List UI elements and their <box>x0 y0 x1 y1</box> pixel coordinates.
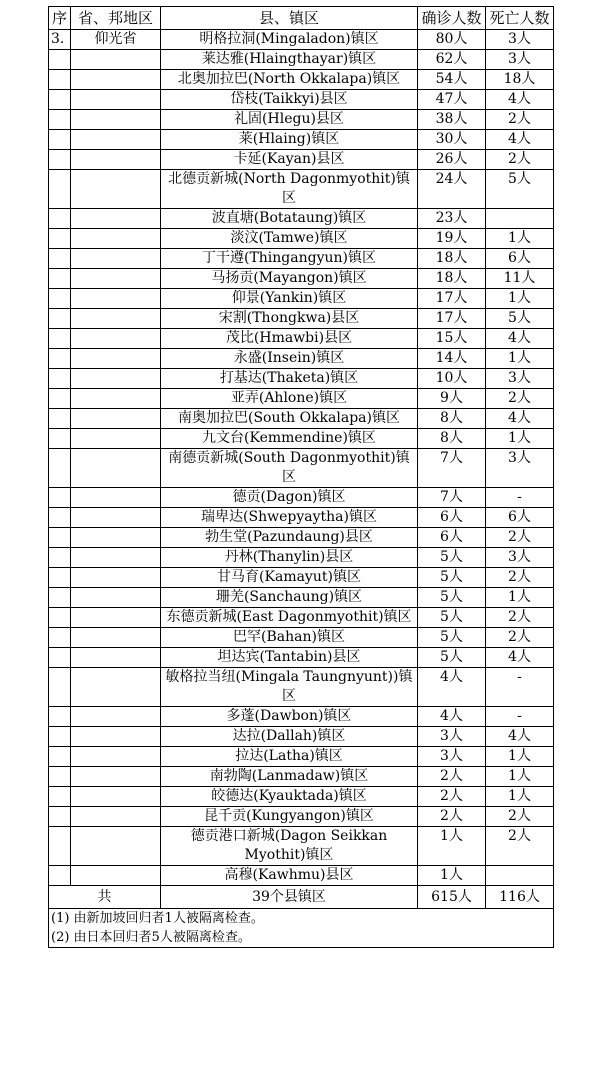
row-confirmed: 1人 <box>418 866 486 886</box>
row-province <box>71 807 161 827</box>
row-township: 茂比(Hmawbi)县区 <box>161 329 418 349</box>
row-deaths: 11人 <box>486 269 554 289</box>
covid-table-container <box>48 6 553 948</box>
row-province <box>71 528 161 548</box>
row-township: 多蓬(Dawbon)镇区 <box>161 707 418 727</box>
row-deaths: 3人 <box>486 30 554 50</box>
row-seq <box>49 269 71 289</box>
row-deaths: 2人 <box>486 608 554 628</box>
row-confirmed: 18人 <box>418 249 486 269</box>
total-confirmed: 615人 <box>418 886 486 909</box>
row-deaths: 3人 <box>486 50 554 70</box>
row-seq <box>49 628 71 648</box>
table-row <box>49 568 554 588</box>
row-seq <box>49 289 71 309</box>
row-seq <box>49 608 71 628</box>
row-seq: 3. <box>49 30 71 50</box>
row-province <box>71 488 161 508</box>
row-seq <box>49 568 71 588</box>
row-province <box>71 229 161 249</box>
row-township: 高穆(Kawhmu)县区 <box>161 866 418 886</box>
row-confirmed: 26人 <box>418 150 486 170</box>
row-township: 礼固(Hlegu)县区 <box>161 110 418 130</box>
row-township: 敏格拉当纽(Mingala Taungnyunt))镇区 <box>161 668 418 707</box>
row-deaths: 2人 <box>486 389 554 409</box>
row-township: 珊羌(Sanchaung)镇区 <box>161 588 418 608</box>
row-seq <box>49 787 71 807</box>
row-confirmed: 7人 <box>418 488 486 508</box>
row-province <box>71 50 161 70</box>
row-province <box>71 349 161 369</box>
row-province <box>71 289 161 309</box>
row-seq <box>49 588 71 608</box>
row-deaths: 3人 <box>486 449 554 488</box>
row-deaths: - <box>486 488 554 508</box>
total-deaths: 116人 <box>486 886 554 909</box>
row-township: 瑞卑达(Shwepyaytha)镇区 <box>161 508 418 528</box>
row-province <box>71 727 161 747</box>
total-townships: 39个县镇区 <box>161 886 418 909</box>
row-seq <box>49 548 71 568</box>
row-province <box>71 568 161 588</box>
row-township: 打基达(Thaketa)镇区 <box>161 369 418 389</box>
row-township: 南勃陶(Lanmadaw)镇区 <box>161 767 418 787</box>
table-row <box>49 528 554 548</box>
row-province <box>71 707 161 727</box>
table-row <box>49 588 554 608</box>
row-seq <box>49 827 71 866</box>
row-deaths: 2人 <box>486 568 554 588</box>
table-row <box>49 727 554 747</box>
row-deaths: 2人 <box>486 827 554 866</box>
row-deaths <box>486 209 554 229</box>
header-province: 省、邦地区 <box>71 7 161 30</box>
row-seq <box>49 369 71 389</box>
row-province <box>71 329 161 349</box>
row-deaths: 5人 <box>486 309 554 329</box>
row-township: 昆千贡(Kungyangon)镇区 <box>161 807 418 827</box>
row-confirmed: 10人 <box>418 369 486 389</box>
row-deaths: 2人 <box>486 110 554 130</box>
table-row <box>49 429 554 449</box>
row-township: 仰景(Yankin)镇区 <box>161 289 418 309</box>
table-row <box>49 449 554 488</box>
row-deaths: 6人 <box>486 508 554 528</box>
row-township: 莱(Hlaing)镇区 <box>161 130 418 150</box>
table-row <box>49 827 554 866</box>
row-township: 德贡(Dagon)镇区 <box>161 488 418 508</box>
row-seq <box>49 50 71 70</box>
row-deaths: 4人 <box>486 329 554 349</box>
row-seq <box>49 508 71 528</box>
header-confirmed: 确诊人数 <box>418 7 486 30</box>
row-confirmed: 5人 <box>418 568 486 588</box>
row-seq <box>49 866 71 886</box>
row-confirmed: 8人 <box>418 409 486 429</box>
row-province <box>71 449 161 488</box>
table-body <box>49 30 554 948</box>
row-confirmed: 18人 <box>418 269 486 289</box>
row-township: 南奥加拉巴(South Okkalapa)镇区 <box>161 409 418 429</box>
row-province: 仰光省 <box>71 30 161 50</box>
row-seq <box>49 528 71 548</box>
table-row <box>49 488 554 508</box>
table-row <box>49 110 554 130</box>
row-deaths: 6人 <box>486 249 554 269</box>
row-confirmed: 62人 <box>418 50 486 70</box>
row-province <box>71 608 161 628</box>
row-seq <box>49 409 71 429</box>
row-township: 卡延(Kayan)县区 <box>161 150 418 170</box>
row-deaths: 18人 <box>486 70 554 90</box>
row-township: 勃生堂(Pazundaung)县区 <box>161 528 418 548</box>
row-seq <box>49 389 71 409</box>
table-row <box>49 130 554 150</box>
row-seq <box>49 747 71 767</box>
row-township: 淡汶(Tamwe)镇区 <box>161 229 418 249</box>
table-row <box>49 787 554 807</box>
row-province <box>71 130 161 150</box>
row-confirmed: 23人 <box>418 209 486 229</box>
row-township: 北奥加拉巴(North Okkalapa)镇区 <box>161 70 418 90</box>
row-seq <box>49 727 71 747</box>
row-deaths: 2人 <box>486 628 554 648</box>
row-township: 宋割(Thongkwa)县区 <box>161 309 418 329</box>
row-seq <box>49 488 71 508</box>
row-confirmed: 5人 <box>418 628 486 648</box>
row-township: 坦达宾(Tantabin)县区 <box>161 648 418 668</box>
table-row <box>49 150 554 170</box>
row-deaths: 1人 <box>486 349 554 369</box>
row-township: 丁干遵(Thingangyun)镇区 <box>161 249 418 269</box>
table-row <box>49 249 554 269</box>
row-seq <box>49 70 71 90</box>
row-deaths: 1人 <box>486 229 554 249</box>
table-row <box>49 30 554 50</box>
row-township: 北德贡新城(North Dagonmyothit)镇区 <box>161 170 418 209</box>
row-confirmed: 3人 <box>418 727 486 747</box>
row-township: 九文台(Kemmendine)镇区 <box>161 429 418 449</box>
row-confirmed: 80人 <box>418 30 486 50</box>
table-row <box>49 767 554 787</box>
row-confirmed: 19人 <box>418 229 486 249</box>
row-province <box>71 866 161 886</box>
row-confirmed: 5人 <box>418 588 486 608</box>
row-deaths: 1人 <box>486 747 554 767</box>
row-deaths: 1人 <box>486 588 554 608</box>
row-deaths: 5人 <box>486 170 554 209</box>
row-confirmed: 24人 <box>418 170 486 209</box>
row-township: 南德贡新城(South Dagonmyothit)镇区 <box>161 449 418 488</box>
row-seq <box>49 349 71 369</box>
row-deaths: 2人 <box>486 807 554 827</box>
row-province <box>71 249 161 269</box>
row-province <box>71 548 161 568</box>
row-township: 皎德达(Kyauktada)镇区 <box>161 787 418 807</box>
notes-row <box>49 909 554 948</box>
row-seq <box>49 707 71 727</box>
row-confirmed: 17人 <box>418 289 486 309</box>
township-cases-table <box>48 6 554 948</box>
table-row <box>49 170 554 209</box>
row-deaths: 4人 <box>486 409 554 429</box>
row-province <box>71 170 161 209</box>
table-row <box>49 289 554 309</box>
table-row <box>49 90 554 110</box>
table-row <box>49 70 554 90</box>
table-row <box>49 309 554 329</box>
row-seq <box>49 309 71 329</box>
row-province <box>71 309 161 329</box>
header-township: 县、镇区 <box>161 7 418 30</box>
table-row <box>49 50 554 70</box>
table-row <box>49 349 554 369</box>
row-confirmed: 6人 <box>418 528 486 548</box>
row-seq <box>49 209 71 229</box>
row-deaths: 2人 <box>486 528 554 548</box>
row-province <box>71 269 161 289</box>
table-row <box>49 209 554 229</box>
row-province <box>71 150 161 170</box>
total-row <box>49 886 554 909</box>
table-row <box>49 648 554 668</box>
row-seq <box>49 90 71 110</box>
row-seq <box>49 229 71 249</box>
row-township: 德贡港口新城(Dagon Seikkan Myothit)镇区 <box>161 827 418 866</box>
row-confirmed: 17人 <box>418 309 486 329</box>
row-deaths: 4人 <box>486 727 554 747</box>
row-township: 甘马育(Kamayut)镇区 <box>161 568 418 588</box>
table-row <box>49 409 554 429</box>
row-seq <box>49 249 71 269</box>
row-province <box>71 70 161 90</box>
table-header-row <box>49 7 554 30</box>
row-seq <box>49 668 71 707</box>
row-province <box>71 508 161 528</box>
row-seq <box>49 170 71 209</box>
row-confirmed: 38人 <box>418 110 486 130</box>
table-row <box>49 329 554 349</box>
table-row <box>49 608 554 628</box>
row-province <box>71 648 161 668</box>
table-row <box>49 369 554 389</box>
row-township: 明格拉洞(Mingaladon)镇区 <box>161 30 418 50</box>
row-deaths: 1人 <box>486 787 554 807</box>
header-seq: 序 <box>49 7 71 30</box>
row-deaths: - <box>486 707 554 727</box>
row-seq <box>49 767 71 787</box>
row-confirmed: 8人 <box>418 429 486 449</box>
row-province <box>71 90 161 110</box>
total-label: 共 <box>49 886 161 909</box>
row-confirmed: 7人 <box>418 449 486 488</box>
row-confirmed: 5人 <box>418 648 486 668</box>
row-seq <box>49 807 71 827</box>
row-confirmed: 9人 <box>418 389 486 409</box>
row-province <box>71 767 161 787</box>
table-row <box>49 269 554 289</box>
table-row <box>49 508 554 528</box>
row-province <box>71 389 161 409</box>
row-deaths: 1人 <box>486 767 554 787</box>
row-township: 马扬贡(Mayangon)镇区 <box>161 269 418 289</box>
row-township: 亚弄(Ahlone)镇区 <box>161 389 418 409</box>
row-deaths: 3人 <box>486 369 554 389</box>
footnote: (2) 由日本回归者5人被隔离检查。 <box>51 930 251 945</box>
notes-cell <box>49 909 554 948</box>
row-province <box>71 628 161 648</box>
row-seq <box>49 449 71 488</box>
row-confirmed: 4人 <box>418 707 486 727</box>
header-deaths: 死亡人数 <box>486 7 554 30</box>
row-township: 莱达雅(Hlaingthayar)镇区 <box>161 50 418 70</box>
row-province <box>71 429 161 449</box>
row-deaths <box>486 866 554 886</box>
row-confirmed: 1人 <box>418 827 486 866</box>
row-seq <box>49 429 71 449</box>
row-province <box>71 787 161 807</box>
row-deaths: 4人 <box>486 90 554 110</box>
row-deaths: 1人 <box>486 429 554 449</box>
row-township: 丹林(Thanylin)县区 <box>161 548 418 568</box>
row-province <box>71 668 161 707</box>
table-row <box>49 747 554 767</box>
row-confirmed: 47人 <box>418 90 486 110</box>
row-confirmed: 54人 <box>418 70 486 90</box>
row-deaths: 3人 <box>486 548 554 568</box>
row-confirmed: 14人 <box>418 349 486 369</box>
row-confirmed: 4人 <box>418 668 486 707</box>
row-seq <box>49 150 71 170</box>
row-confirmed: 30人 <box>418 130 486 150</box>
row-seq <box>49 130 71 150</box>
row-confirmed: 2人 <box>418 787 486 807</box>
row-seq <box>49 110 71 130</box>
row-province <box>71 110 161 130</box>
row-province <box>71 409 161 429</box>
row-seq <box>49 329 71 349</box>
row-deaths: 2人 <box>486 150 554 170</box>
table-row <box>49 807 554 827</box>
row-township: 拉达(Latha)镇区 <box>161 747 418 767</box>
row-province <box>71 747 161 767</box>
row-province <box>71 588 161 608</box>
row-province <box>71 827 161 866</box>
row-township: 岱枝(Taikkyi)县区 <box>161 90 418 110</box>
row-deaths: 4人 <box>486 648 554 668</box>
table-row <box>49 707 554 727</box>
table-row <box>49 866 554 886</box>
table-row <box>49 668 554 707</box>
table-row <box>49 548 554 568</box>
footnote: (1) 由新加坡回归者1人被隔离检查。 <box>51 911 264 926</box>
row-deaths: - <box>486 668 554 707</box>
row-confirmed: 5人 <box>418 548 486 568</box>
row-township: 东德贡新城(East Dagonmyothit)镇区 <box>161 608 418 628</box>
row-township: 永盛(Insein)镇区 <box>161 349 418 369</box>
row-confirmed: 2人 <box>418 767 486 787</box>
table-row <box>49 389 554 409</box>
row-confirmed: 15人 <box>418 329 486 349</box>
table-row <box>49 229 554 249</box>
row-township: 巴罕(Bahan)镇区 <box>161 628 418 648</box>
row-confirmed: 5人 <box>418 608 486 628</box>
table-row <box>49 628 554 648</box>
row-deaths: 4人 <box>486 130 554 150</box>
row-township: 波直塘(Botataung)镇区 <box>161 209 418 229</box>
row-township: 达拉(Dallah)镇区 <box>161 727 418 747</box>
row-province <box>71 369 161 389</box>
row-province <box>71 209 161 229</box>
row-deaths: 1人 <box>486 289 554 309</box>
row-confirmed: 6人 <box>418 508 486 528</box>
row-confirmed: 2人 <box>418 807 486 827</box>
row-seq <box>49 648 71 668</box>
row-confirmed: 3人 <box>418 747 486 767</box>
